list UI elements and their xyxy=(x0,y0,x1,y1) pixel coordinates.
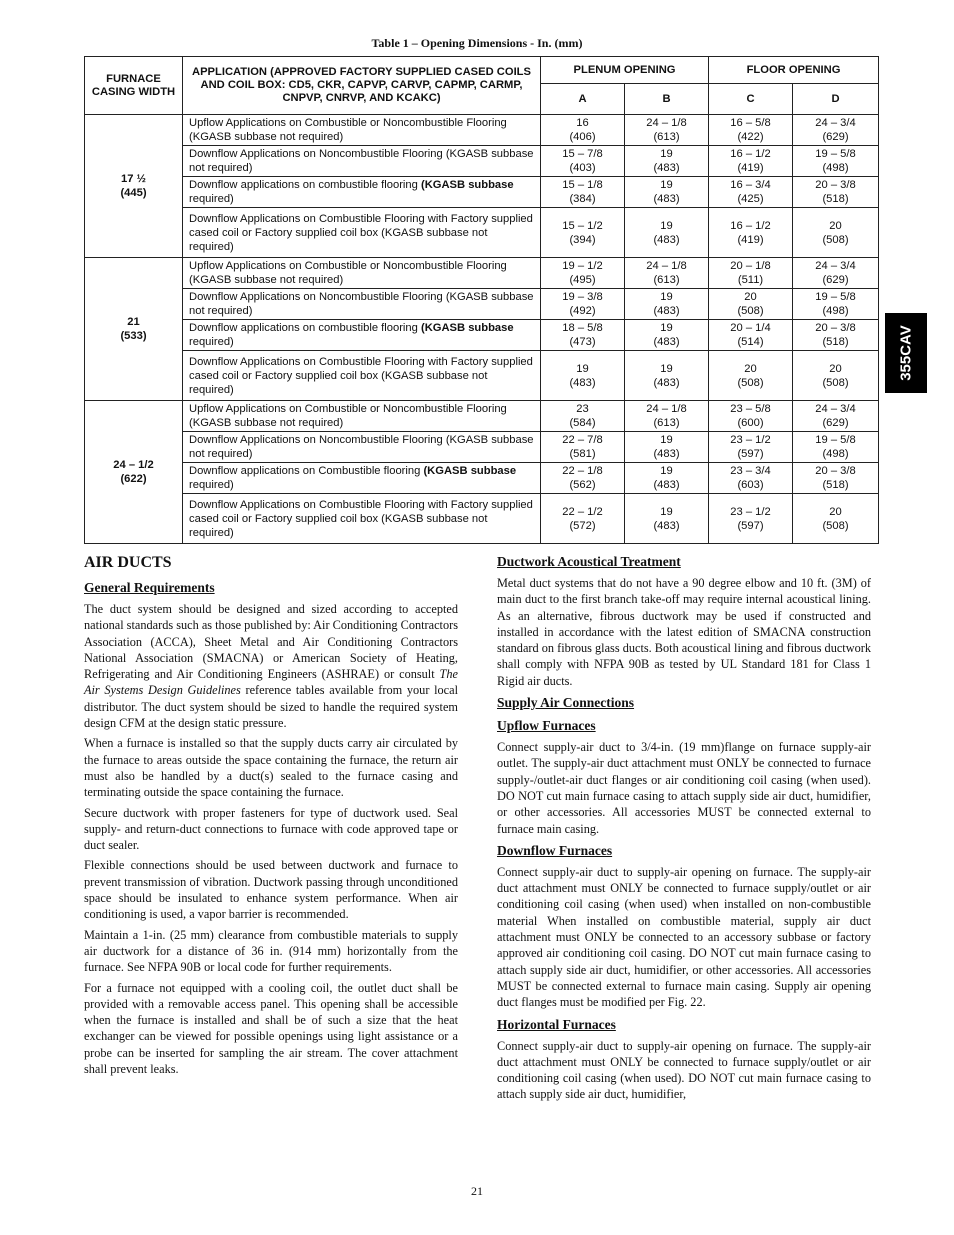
dimension-b-cell xyxy=(625,258,709,289)
dimension-mm: (483) xyxy=(653,376,680,389)
dimension-mm: (483) xyxy=(653,162,680,174)
dimension-mm: (508) xyxy=(822,233,849,246)
header-plenum-opening: PLENUM OPENING xyxy=(541,57,709,84)
dimension-mm: (492) xyxy=(569,305,596,317)
acoustical-heading: Ductwork Acoustical Treatment xyxy=(497,554,681,569)
dimension-inches: 20 xyxy=(744,291,757,303)
dimension-inches: 19 – 5/8 xyxy=(815,434,856,446)
dimension-c-cell xyxy=(709,289,793,320)
table-row xyxy=(85,146,879,177)
upflow-heading: Upflow Furnaces xyxy=(497,718,596,734)
dimension-inches: 24 – 3/4 xyxy=(815,117,856,129)
dimension-mm: (483) xyxy=(653,305,680,317)
dimension-a-cell xyxy=(541,401,625,432)
dimension-d-cell xyxy=(793,432,879,463)
general-paragraph-4: Flexible connections should be used between ductwork and furnace to prevent transmission of vibration. Ductwork passing through unconditioned space should be insulated to enhance system performance. When air conditioning is used, a vapor barrier is recommended. xyxy=(84,858,458,922)
dimension-inches: 20 xyxy=(829,219,842,232)
dimension-inches: 16 – 3/4 xyxy=(730,179,771,191)
side-tab-label: 355CAV xyxy=(897,325,915,381)
dimension-d-cell xyxy=(793,494,879,544)
dimension-c-cell xyxy=(709,432,793,463)
dimension-inches: 19 xyxy=(660,434,673,446)
table-row xyxy=(85,258,879,289)
dimension-mm: (518) xyxy=(822,336,849,348)
header-floor-opening: FLOOR OPENING xyxy=(709,57,879,84)
dimension-c-cell xyxy=(709,351,793,401)
dimension-b-cell xyxy=(625,146,709,177)
dimension-mm: (518) xyxy=(822,193,849,205)
furnace-width-mm: (622) xyxy=(120,473,147,485)
dimension-inches: 20 xyxy=(829,362,842,375)
acoustical-paragraph: Metal duct systems that do not have a 90 degree elbow and 10 ft. (3M) of main duct to the first branch take-off may require internal acoustical lining. As an alternative, fibrous ductwork may be used if constructed and installed in accordance with the latest edition of SMACNA construction standard on fibrous glass ducts. Both acoustical lining and fibrous ductwork shall comply with NFPA 90B as tested by UL Standard 181 for Class 1 Rigid air ducts. xyxy=(497,576,871,688)
dimension-inches: 15 – 1/2 xyxy=(562,219,603,232)
section-title: AIR DUCTS xyxy=(84,554,172,571)
dimension-d-cell xyxy=(793,320,879,351)
application-cell: Downflow applications on combustible flooring (KGASB subbase required) xyxy=(183,320,541,351)
dimension-inches: 20 xyxy=(744,362,757,375)
table-row xyxy=(85,208,879,258)
dimension-d-cell xyxy=(793,401,879,432)
dimension-inches: 19 xyxy=(660,179,673,191)
dimension-inches: 19 – 5/8 xyxy=(815,291,856,303)
dimension-inches: 20 – 3/8 xyxy=(815,322,856,334)
dimension-c-cell xyxy=(709,177,793,208)
header-application: APPLICATION (APPROVED FACTORY SUPPLIED CASED COILS AND COIL BOX: CD5, CKR, CAPVP, CARVP, CAPMP, CARMP, CNPVP, CNRVP, AND KCAKC) xyxy=(183,57,541,115)
dimension-mm: (508) xyxy=(822,376,849,389)
dimension-mm: (495) xyxy=(569,274,596,286)
dimension-mm: (483) xyxy=(653,193,680,205)
dimension-mm: (518) xyxy=(822,479,849,491)
dimension-c-cell xyxy=(709,146,793,177)
dimension-mm: (572) xyxy=(569,519,596,532)
dimension-a-cell xyxy=(541,432,625,463)
dimension-inches: 23 – 1/2 xyxy=(730,505,771,518)
dimension-a-cell xyxy=(541,289,625,320)
dimension-inches: 19 – 3/8 xyxy=(562,291,603,303)
dimension-inches: 19 xyxy=(660,148,673,160)
general-requirements-heading: General Requirements xyxy=(84,580,215,595)
table-row xyxy=(85,115,879,146)
dimension-mm: (514) xyxy=(737,336,764,348)
dimension-inches: 16 xyxy=(576,117,589,129)
dimension-inches: 16 – 1/2 xyxy=(730,148,771,160)
application-cell: Downflow applications on Combustible flooring (KGASB subbase required) xyxy=(183,463,541,494)
dimension-inches: 23 – 3/4 xyxy=(730,465,771,477)
dimension-mm: (473) xyxy=(569,336,596,348)
table-row xyxy=(85,289,879,320)
upflow-paragraph: Connect supply-air duct to 3/4-in. (19 mm)flange on furnace supply-air outlet. The supply-air duct attachment must ONLY be connected to furnace supply-/outlet-air duct flanges or air conditioning coil casing (when used). DO NOT cut main furnace casing to attach supply side air duct, humidifier, or other accessories. All accessories MUST be connected external to furnace main casing. xyxy=(497,740,871,836)
dimension-mm: (603) xyxy=(737,479,764,491)
dimension-a-cell xyxy=(541,115,625,146)
table-row xyxy=(85,401,879,432)
dimension-inches: 19 xyxy=(660,465,673,477)
dimension-inches: 20 – 3/8 xyxy=(815,465,856,477)
dimension-inches: 19 xyxy=(660,362,673,375)
downflow-paragraph: Connect supply-air duct to supply-air opening on furnace. The supply-air duct attachment must ONLY be connected to furnace supply/outlet or air conditioning coil casing (when used) when installed on non-combustible material When installed on combustible material, supply air duct attachment must ONLY be connected to an accessory subbase or factory approved air conditioning coil casing. DO NOT cut main furnace casing to attach supply side air duct, humidifier, or other accessories. All accessories MUST be connected external to furnace main casing. Supply air opening duct flanges must be modified per Fig. 22. xyxy=(497,864,871,1010)
application-cell: Upflow Applications on Combustible or Noncombustible Flooring (KGASB subbase not required) xyxy=(183,115,541,146)
header-furnace-width: FURNACE CASING WIDTH xyxy=(85,57,183,115)
dimension-b-cell xyxy=(625,463,709,494)
dimension-mm: (600) xyxy=(737,417,764,429)
left-column xyxy=(84,552,458,1081)
dimension-b-cell xyxy=(625,351,709,401)
dimension-mm: (613) xyxy=(653,417,680,429)
dimension-mm: (597) xyxy=(737,519,764,532)
table-row xyxy=(85,463,879,494)
application-cell: Downflow Applications on Combustible Flooring with Factory supplied cased coil or Factory supplied coil box (KGASB subbase not required) xyxy=(183,208,541,258)
application-cell: Downflow Applications on Combustible Flooring with Factory supplied cased coil or Factory supplied coil box (KGASB subbase not required) xyxy=(183,351,541,401)
dimension-b-cell xyxy=(625,177,709,208)
dimension-inches: 19 xyxy=(660,322,673,334)
dimension-mm: (403) xyxy=(569,162,596,174)
dimension-mm: (562) xyxy=(569,479,596,491)
dimension-mm: (498) xyxy=(822,305,849,317)
opening-dimensions-table xyxy=(84,56,879,544)
dimension-d-cell xyxy=(793,351,879,401)
dimension-inches: 18 – 5/8 xyxy=(562,322,603,334)
dimension-mm: (419) xyxy=(737,162,764,174)
dimension-d-cell xyxy=(793,258,879,289)
dimension-d-cell xyxy=(793,177,879,208)
dimension-d-cell xyxy=(793,289,879,320)
dimension-mm: (613) xyxy=(653,274,680,286)
dimension-mm: (508) xyxy=(737,305,764,317)
dimension-mm: (498) xyxy=(822,448,849,460)
dimension-d-cell xyxy=(793,146,879,177)
dimension-inches: 24 – 1/8 xyxy=(646,260,687,272)
dimension-inches: 24 – 1/8 xyxy=(646,403,687,415)
dimension-inches: 15 – 7/8 xyxy=(562,148,603,160)
dimension-mm: (483) xyxy=(653,448,680,460)
dimension-a-cell xyxy=(541,494,625,544)
dimension-a-cell xyxy=(541,177,625,208)
dimension-mm: (422) xyxy=(737,131,764,143)
dimension-mm: (511) xyxy=(737,274,764,286)
dimension-inches: 15 – 1/8 xyxy=(562,179,603,191)
dimension-mm: (581) xyxy=(569,448,596,460)
dimension-inches: 19 xyxy=(660,219,673,232)
dimension-mm: (498) xyxy=(822,162,849,174)
furnace-width-cell xyxy=(85,258,183,401)
dimension-mm: (597) xyxy=(737,448,764,460)
table-row xyxy=(85,351,879,401)
dimension-mm: (584) xyxy=(569,417,596,429)
dimension-inches: 19 xyxy=(576,362,589,375)
dimension-mm: (394) xyxy=(569,233,596,246)
application-cell: Downflow Applications on Noncombustible Flooring (KGASB subbase not required) xyxy=(183,146,541,177)
furnace-width: 17 ½ xyxy=(121,173,146,185)
dimension-mm: (483) xyxy=(569,376,596,389)
application-cell: Downflow Applications on Combustible Flooring with Factory supplied cased coil or Factory supplied coil box (KGASB subbase not required) xyxy=(183,494,541,544)
dimension-inches: 16 – 1/2 xyxy=(730,219,771,232)
dimension-mm: (483) xyxy=(653,479,680,491)
dimension-c-cell xyxy=(709,115,793,146)
dimension-inches: 22 – 1/2 xyxy=(562,505,603,518)
dimension-a-cell xyxy=(541,146,625,177)
side-tab xyxy=(885,313,927,393)
dimension-inches: 24 – 3/4 xyxy=(815,260,856,272)
table-row xyxy=(85,177,879,208)
right-column xyxy=(497,552,871,1107)
dimension-mm: (613) xyxy=(653,131,680,143)
dimension-b-cell xyxy=(625,401,709,432)
dimension-mm: (384) xyxy=(569,193,596,205)
dimension-inches: 22 – 1/8 xyxy=(562,465,603,477)
table-caption: Table 1 – Opening Dimensions - In. (mm) xyxy=(371,36,583,50)
furnace-width-cell xyxy=(85,401,183,544)
horizontal-heading: Horizontal Furnaces xyxy=(497,1016,616,1032)
dimension-d-cell xyxy=(793,208,879,258)
downflow-heading: Downflow Furnaces xyxy=(497,842,613,858)
dimension-mm: (629) xyxy=(822,274,849,286)
table-row xyxy=(85,432,879,463)
furnace-width-mm: (533) xyxy=(120,330,147,342)
dimension-c-cell xyxy=(709,208,793,258)
application-cell: Upflow Applications on Combustible or Noncombustible Flooring (KGASB subbase not required) xyxy=(183,258,541,289)
dimension-inches: 23 – 5/8 xyxy=(730,403,771,415)
dimension-mm: (419) xyxy=(737,233,764,246)
general-paragraph-6: For a furnace not equipped with a cooling coil, the outlet duct shall be provided with a removable access panel. This opening shall be accessible when the furnace is installed and shall be of such a size that the heat exchanger can be viewed for possible openings using light assistance or a probe can be inserted for sampling the air stream. The cover attachment shall prevent leaks. xyxy=(84,980,458,1077)
header-a: A xyxy=(541,84,625,115)
furnace-width-cell xyxy=(85,115,183,258)
dimension-b-cell xyxy=(625,432,709,463)
header-b: B xyxy=(625,84,709,115)
supply-air-heading: Supply Air Connections xyxy=(497,695,635,711)
dimension-c-cell xyxy=(709,258,793,289)
dimension-inches: 24 – 1/8 xyxy=(646,117,687,129)
header-d: D xyxy=(793,84,879,115)
dimension-inches: 24 – 3/4 xyxy=(815,403,856,415)
horizontal-paragraph: Connect supply-air duct to supply-air opening on furnace. The supply-air duct attachment must ONLY be connected to furnace supply/outlet or air conditioning coil casing (when used). DO NOT cut main furnace casing to attach supply side air duct, humidifier, xyxy=(497,1038,871,1102)
dimension-b-cell xyxy=(625,320,709,351)
page-number: 21 xyxy=(471,1184,483,1198)
dimension-mm: (483) xyxy=(653,519,680,532)
dimension-c-cell xyxy=(709,401,793,432)
dimension-mm: (508) xyxy=(822,519,849,532)
dimension-mm: (508) xyxy=(737,376,764,389)
dimension-mm: (629) xyxy=(822,131,849,143)
furnace-width: 21 xyxy=(127,316,140,328)
dimension-d-cell xyxy=(793,115,879,146)
dimension-inches: 19 – 1/2 xyxy=(562,260,603,272)
general-paragraph-2: When a furnace is installed so that the supply ducts carry air circulated by the furnace to areas outside the space containing the furnace, the return air must also be handled by a duct(s) sealed to the furnace casing and terminating outside the space containing the furnace. xyxy=(84,736,458,800)
dimension-inches: 20 – 3/8 xyxy=(815,179,856,191)
dimension-inches: 16 – 5/8 xyxy=(730,117,771,129)
dimension-inches: 19 xyxy=(660,505,673,518)
dimension-inches: 23 – 1/2 xyxy=(730,434,771,446)
dimension-c-cell xyxy=(709,494,793,544)
dimension-inches: 20 – 1/4 xyxy=(730,322,771,334)
header-c: C xyxy=(709,84,793,115)
dimension-mm: (483) xyxy=(653,233,680,246)
dimension-a-cell xyxy=(541,463,625,494)
dimension-inches: 20 xyxy=(829,505,842,518)
furnace-width: 24 – 1/2 xyxy=(113,459,154,471)
dimension-a-cell xyxy=(541,320,625,351)
dimension-mm: (406) xyxy=(569,131,596,143)
general-paragraph-1: The duct system should be designed and sized according to accepted national standards such as those published by: Air Conditioning Contractors Association (ACCA), Sheet Metal and Air Conditioning Contractors National Association (SMACNA) or American Society of Heating, Refrigerating and Air Conditioning Engineers (ASHRAE) or consult The Air Systems Design Guidelines reference tables available from your local distributor. The duct system should be sized to handle the required system design CFM at the design static pressure. xyxy=(84,602,458,731)
table-body xyxy=(85,115,879,544)
dimension-mm: (425) xyxy=(737,193,764,205)
dimension-d-cell xyxy=(793,463,879,494)
dimension-c-cell xyxy=(709,463,793,494)
dimension-inches: 20 – 1/8 xyxy=(730,260,771,272)
dimension-a-cell xyxy=(541,351,625,401)
dimension-mm: (483) xyxy=(653,336,680,348)
dimension-b-cell xyxy=(625,289,709,320)
dimension-inches: 19 – 5/8 xyxy=(815,148,856,160)
dimension-b-cell xyxy=(625,115,709,146)
table-row xyxy=(85,494,879,544)
dimension-inches: 22 – 7/8 xyxy=(562,434,603,446)
application-cell: Downflow Applications on Noncombustible Flooring (KGASB subbase not required) xyxy=(183,289,541,320)
dimension-c-cell xyxy=(709,320,793,351)
dimension-a-cell xyxy=(541,208,625,258)
application-cell: Downflow applications on combustible flooring (KGASB subbase required) xyxy=(183,177,541,208)
table-row xyxy=(85,320,879,351)
dimension-mm: (629) xyxy=(822,417,849,429)
application-cell: Upflow Applications on Combustible or Noncombustible Flooring (KGASB subbase not required) xyxy=(183,401,541,432)
dimension-inches: 19 xyxy=(660,291,673,303)
furnace-width-mm: (445) xyxy=(120,187,147,199)
general-paragraph-3: Secure ductwork with proper fasteners for type of ductwork used. Seal supply- and return-duct connections to furnace with code approved tape or duct sealer. xyxy=(84,805,458,853)
dimension-b-cell xyxy=(625,208,709,258)
application-cell: Downflow Applications on Noncombustible Flooring (KGASB subbase not required) xyxy=(183,432,541,463)
dimension-inches: 23 xyxy=(576,403,589,415)
dimension-a-cell xyxy=(541,258,625,289)
general-paragraph-5: Maintain a 1-in. (25 mm) clearance from combustible materials to supply air ductwork for a distance of 36 in. (914 mm) horizontally from the furnace. See NFPA 90B or local code for further requirements. xyxy=(84,927,458,975)
dimension-b-cell xyxy=(625,494,709,544)
